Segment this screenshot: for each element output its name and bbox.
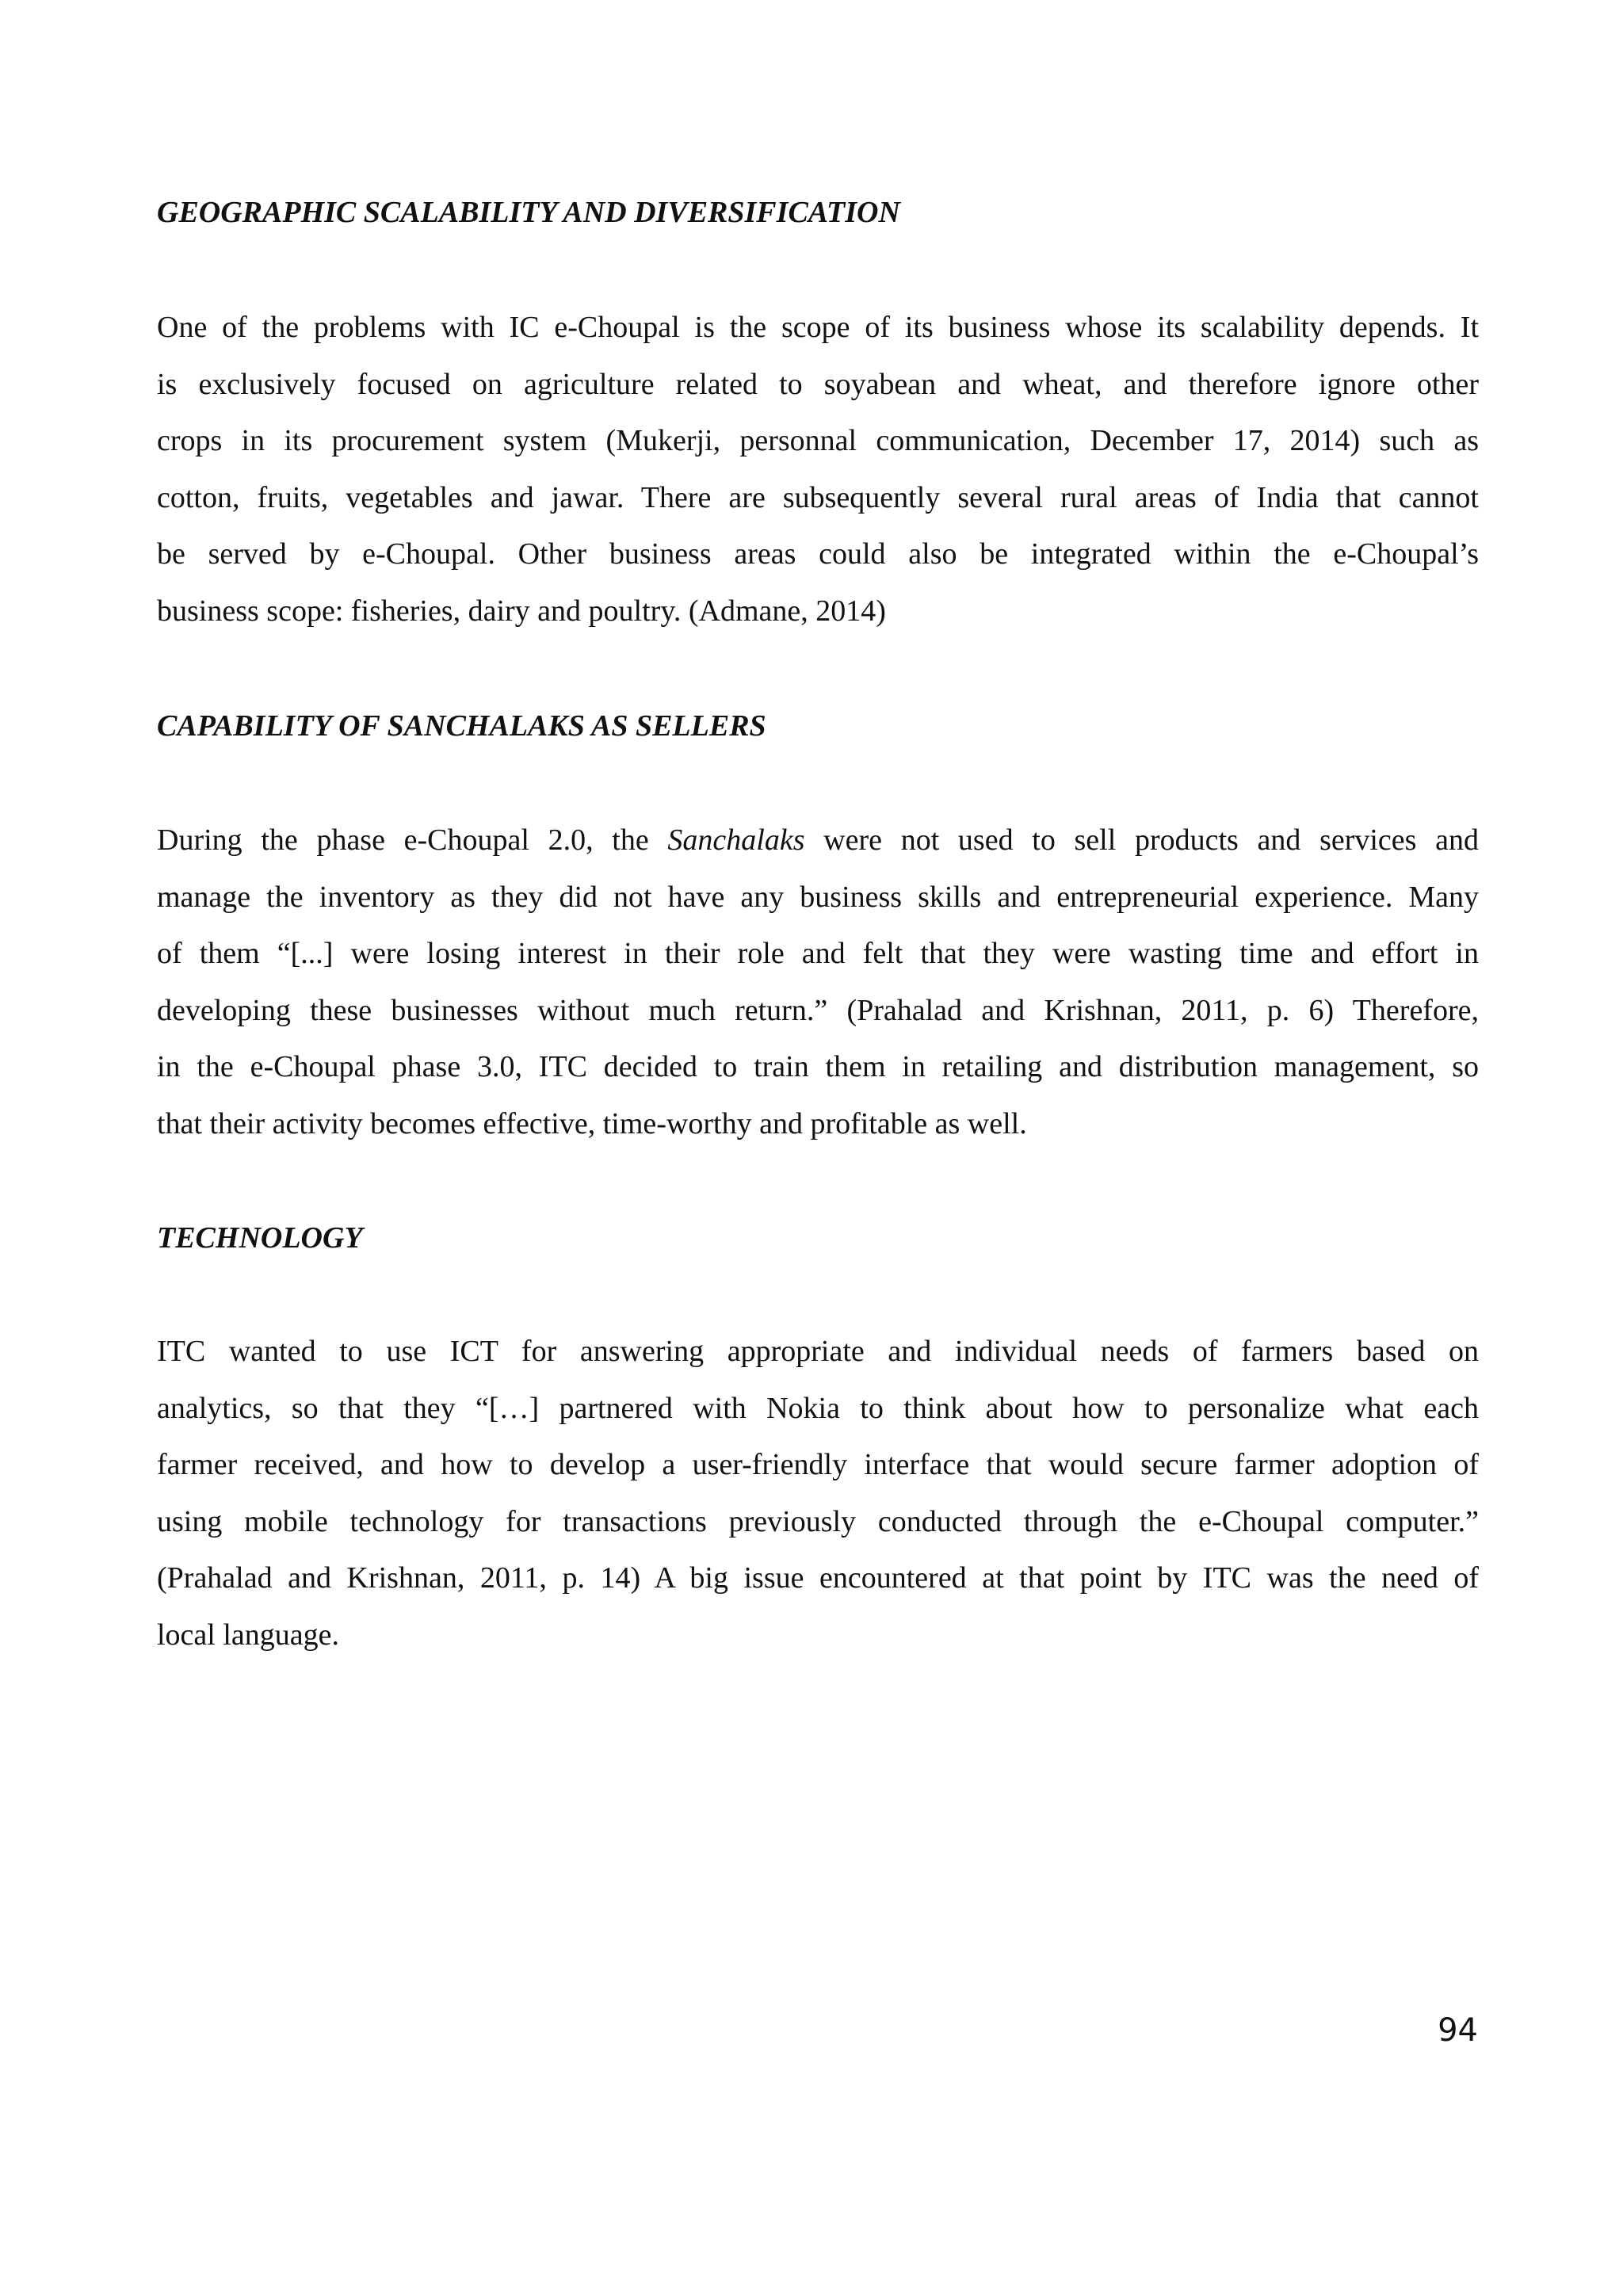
section-heading-capability-of-sanchalaks: CAPABILITY OF SANCHALAKS AS SELLERS — [157, 709, 766, 743]
text-line: cotton, fruits, vegetables and jawar. There are subsequently several rural areas of India that cannot — [157, 480, 1479, 514]
text-line: business scope: fisheries, dairy and poultry. (Admane, 2014) — [157, 594, 886, 628]
paragraph-capability-of-sanchalaks — [157, 812, 1479, 1152]
text-line: be served by e-Choupal. Other business areas could also be integrated within the e-Choupal’s — [157, 537, 1479, 571]
text-segment: During the phase e-Choupal 2.0, the — [157, 823, 668, 857]
sanchalaks-italic-term: Sanchalaks — [667, 823, 805, 857]
section-heading-geographic-scalability: GEOGRAPHIC SCALABILITY AND DIVERSIFICATION — [157, 196, 900, 229]
text-line: (Prahalad and Krishnan, 2011, p. 14) A big issue encountered at that point by ITC was the need of — [157, 1561, 1479, 1595]
section-heading-technology: TECHNOLOGY — [157, 1221, 363, 1255]
text-line: local language. — [157, 1618, 340, 1652]
text-line: developing these businesses without much return.” (Prahalad and Krishnan, 2011, p. 6) Therefore, — [157, 993, 1479, 1027]
text-line — [157, 812, 1479, 869]
text-line: of them “[...] were losing interest in their role and felt that they were wasting time and effort in — [157, 937, 1479, 970]
text-line: farmer received, and how to develop a user-friendly interface that would secure farmer adoption of — [157, 1448, 1479, 1481]
text-line: ITC wanted to use ICT for answering appropriate and individual needs of farmers based on — [157, 1335, 1479, 1368]
text-line: in the e-Choupal phase 3.0, ITC decided to train them in retailing and distribution management, so — [157, 1050, 1479, 1083]
paragraph-geographic-scalability — [157, 300, 1479, 640]
text-line: crops in its procurement system (Mukerji, personnal communication, December 17, 2014) such as — [157, 424, 1479, 457]
text-line: analytics, so that they “[…] partnered with Nokia to think about how to personalize what each — [157, 1391, 1479, 1425]
text-line: that their activity becomes effective, time-worthy and profitable as well. — [157, 1106, 1027, 1140]
text-line: using mobile technology for transactions previously conducted through the e-Choupal computer.” — [157, 1504, 1479, 1538]
text-segment: were not used to sell products and services and — [804, 823, 1480, 857]
paragraph-technology — [157, 1324, 1479, 1664]
text-line: is exclusively focused on agriculture related to soyabean and wheat, and therefore ignore other — [157, 367, 1479, 401]
text-line: One of the problems with IC e-Choupal is the scope of its business whose its scalability depends. It — [157, 311, 1479, 344]
text-line: manage the inventory as they did not have any business skills and entrepreneurial experience. Many — [157, 880, 1479, 914]
page-number: 94 — [1438, 2012, 1478, 2049]
